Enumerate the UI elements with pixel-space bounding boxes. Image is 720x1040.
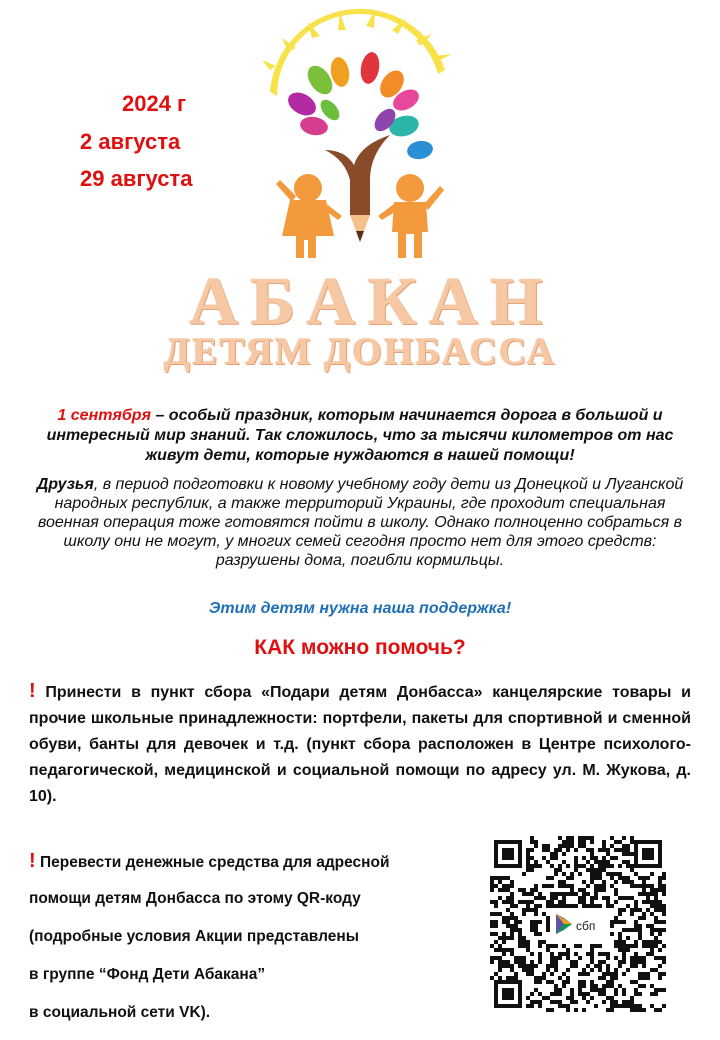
help-donate-line: помощи детям Донбасса по этому QR-коду	[29, 890, 361, 907]
exclamation-mark: !	[29, 850, 36, 872]
support-line: Этим детям нужна наша поддержка!	[208, 600, 512, 617]
help-donate-line: в социальной сети VK).	[29, 1004, 211, 1021]
help-donate-line	[29, 849, 449, 887]
help-option-collect-text: Принести в пункт сбора «Подари детям Донбасса» канцелярские товары и прочие школьные принадлежности: портфели, пакеты для спортивной и сменной обуви, банты для девочек и т.д. (пункт сбора расположен в Центре психолого-педагогической, медицинской и социальной помощи по адресу ул. М. Жукова, д. 10).	[29, 684, 691, 805]
qr-finder-top-left	[494, 840, 522, 868]
pencil-trunk-icon	[325, 135, 390, 242]
logo-illustration	[230, 0, 480, 262]
help-donate-line: (подробные условия Акции представлены	[29, 928, 359, 945]
friends-paragraph	[30, 475, 690, 570]
how-heading: КАК можно помочь?	[254, 636, 466, 659]
child-figure-icon	[378, 174, 444, 258]
sun-icon	[262, 9, 452, 96]
tree-icon	[284, 51, 434, 161]
intro-text: – особый праздник, которым начинается дорога в большой и интересный мир знаний. Так сложилось, что за тысячи километров от нас живут дети, которые нуждаются в нашей помощи!	[46, 407, 674, 464]
friends-word: Друзья	[36, 476, 94, 493]
help-donate-line: в группе “Фонд Дети Абакана”	[29, 966, 266, 983]
sbp-badge-text: сбп	[576, 919, 596, 933]
sbp-logo-icon	[552, 910, 604, 938]
child-figure-icon	[276, 174, 342, 258]
intro-paragraph	[30, 406, 690, 466]
help-option-collect	[29, 678, 691, 810]
intro-highlight-date: 1 сентября	[57, 407, 151, 424]
exclamation-mark: !	[29, 680, 36, 702]
qr-code[interactable]	[490, 836, 666, 1012]
brand-title: АБАКАН	[189, 263, 555, 339]
brand-subtitle: ДЕТЯМ ДОНБАССА	[163, 331, 557, 373]
date-end: 29 августа	[80, 166, 193, 191]
friends-text: , в период подготовки к новому учебному году дети из Донецкой и Луганской народных республик, а также территорий Украины, где проходит специальная военная операция тоже готовятся пойти в школу. Однако полноценно собраться в школу они не могут, у многих семей сегодня просто нет для этого средств: разрушены дома, погибли кормильцы.	[38, 476, 684, 569]
date-start: 2 августа	[80, 129, 181, 154]
qr-finder-top-right	[634, 840, 662, 868]
help-option-donate	[29, 849, 449, 1039]
help-donate-line-text: Перевести денежные средства для адресной	[39, 854, 390, 871]
year-label: 2024 г	[122, 91, 187, 116]
qr-finder-bottom-left	[494, 980, 522, 1008]
